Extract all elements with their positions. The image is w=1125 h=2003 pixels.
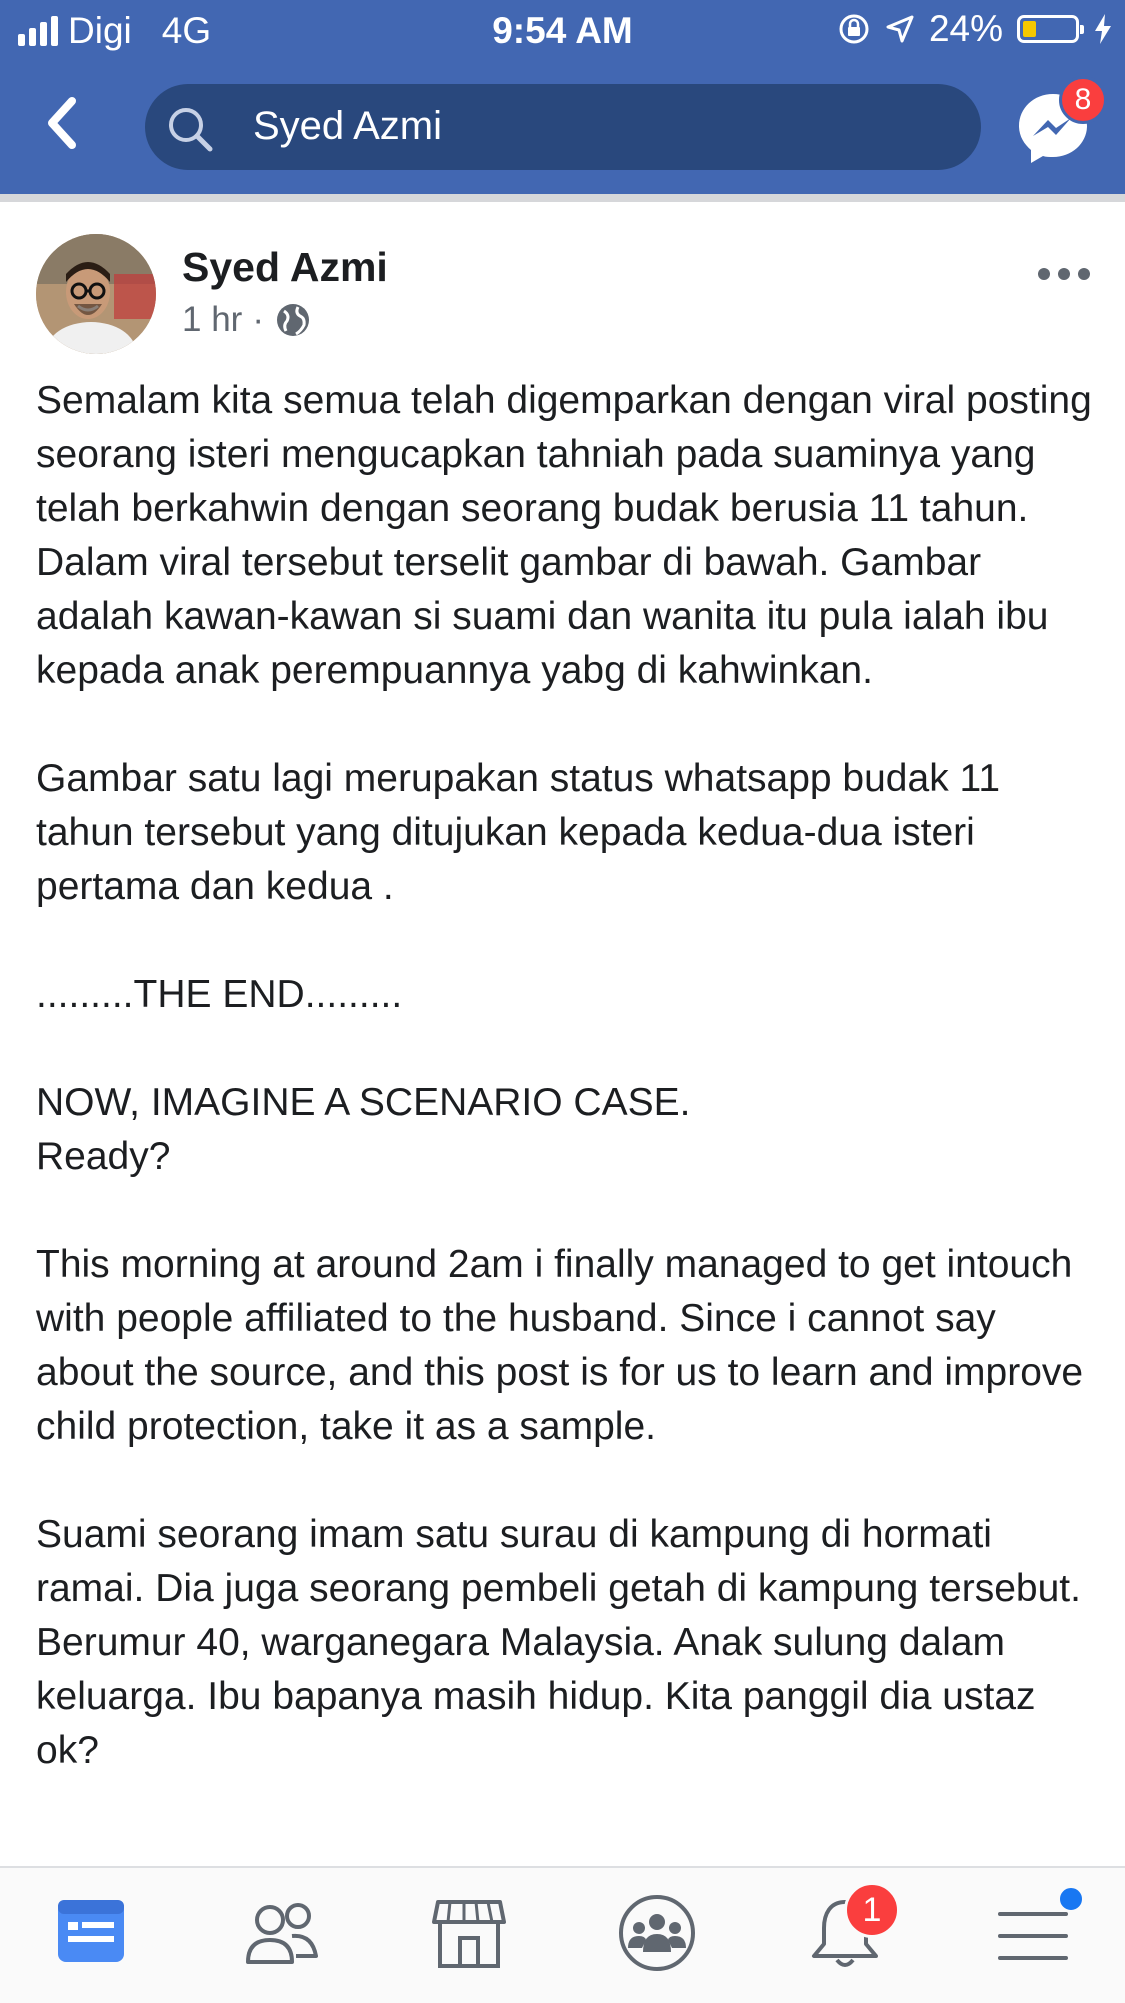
author-avatar[interactable] bbox=[36, 234, 156, 354]
back-button[interactable] bbox=[42, 95, 92, 155]
meta-separator: · bbox=[252, 300, 264, 339]
tab-menu[interactable] bbox=[988, 1890, 1078, 1976]
search-query[interactable]: Syed Azmi bbox=[253, 104, 442, 148]
tab-news-feed[interactable] bbox=[46, 1890, 136, 1976]
search-icon bbox=[165, 104, 215, 154]
post-paragraph: Gambar satu lagi merupakan status whatsapp budak 11 tahun tersebut yang ditujukan kepada kedua-dua isteri pertama dan kedua . bbox=[36, 757, 1001, 908]
battery-percentage: 24% bbox=[928, 8, 1003, 49]
carrier-name: Digi bbox=[68, 10, 132, 51]
more-dot-icon bbox=[1038, 268, 1050, 280]
profile-photo bbox=[36, 234, 156, 354]
messenger-button[interactable] bbox=[1015, 83, 1092, 166]
post-author-name[interactable]: Syed Azmi bbox=[182, 244, 388, 290]
post-paragraph: NOW, IMAGINE A SCENARIO CASE. Ready? bbox=[36, 1081, 691, 1178]
marketplace-icon bbox=[424, 1890, 514, 1976]
post-timestamp[interactable]: 1 hr bbox=[182, 300, 243, 339]
orientation-lock-icon bbox=[837, 12, 871, 46]
post-text bbox=[36, 374, 1096, 1864]
news-feed-icon bbox=[46, 1890, 136, 1976]
header-divider bbox=[0, 194, 1125, 202]
bottom-tab-bar bbox=[0, 1866, 1125, 2003]
messenger-badge: 8 bbox=[1059, 76, 1107, 124]
tab-marketplace[interactable] bbox=[424, 1890, 514, 1976]
top-navigation-bar bbox=[0, 0, 1125, 194]
chevron-left-icon bbox=[42, 95, 82, 151]
tab-notifications[interactable] bbox=[800, 1890, 890, 1976]
charging-bolt-icon bbox=[1093, 13, 1113, 45]
notifications-badge: 1 bbox=[844, 1882, 900, 1938]
status-time: 9:54 AM bbox=[492, 10, 633, 51]
search-bar[interactable] bbox=[145, 84, 981, 170]
menu-new-indicator bbox=[1058, 1886, 1084, 1912]
status-bar bbox=[0, 0, 1125, 62]
battery-icon bbox=[1017, 15, 1079, 43]
post-paragraph: Suami seorang imam satu surau di kampung di hormati ramai. Dia juga seorang pembeli getah di kampung tersebut. Berumur 40, warganegara Malaysia. Anak sulung dalam keluarga. Ibu bapanya masih hidup. Kita panggil dia ustaz ok? bbox=[36, 1513, 1081, 1772]
post-paragraph: .........THE END......... bbox=[36, 973, 403, 1016]
more-dot-icon bbox=[1058, 268, 1070, 280]
post-paragraph: This morning at around 2am i finally managed to get intouch with people affiliated to the husband. Since i cannot say about the source, and this post is for us to learn and improve child protection, take it as a sample. bbox=[36, 1243, 1084, 1448]
location-arrow-icon bbox=[885, 14, 915, 44]
friends-icon bbox=[236, 1890, 326, 1976]
post-paragraph: Semalam kita semua telah digemparkan dengan viral posting seorang isteri mengucapkan tahniah pada suaminya yang telah berkahwin dengan seorang budak berusia 11 tahun. Dalam viral tersebut terselit gambar di bawah. Gambar adalah kawan-kawan si suami dan wanita itu pula ialah ibu kepada anak perempuannya yabg di kahwinkan. bbox=[36, 379, 1092, 692]
groups-icon bbox=[612, 1890, 702, 1976]
tab-friends[interactable] bbox=[236, 1890, 326, 1976]
globe-icon bbox=[274, 301, 312, 339]
network-type: 4G bbox=[161, 10, 212, 51]
post-options-button[interactable] bbox=[1038, 262, 1094, 286]
more-dot-icon bbox=[1078, 268, 1090, 280]
post-meta bbox=[182, 300, 312, 340]
tab-groups[interactable] bbox=[612, 1890, 702, 1976]
